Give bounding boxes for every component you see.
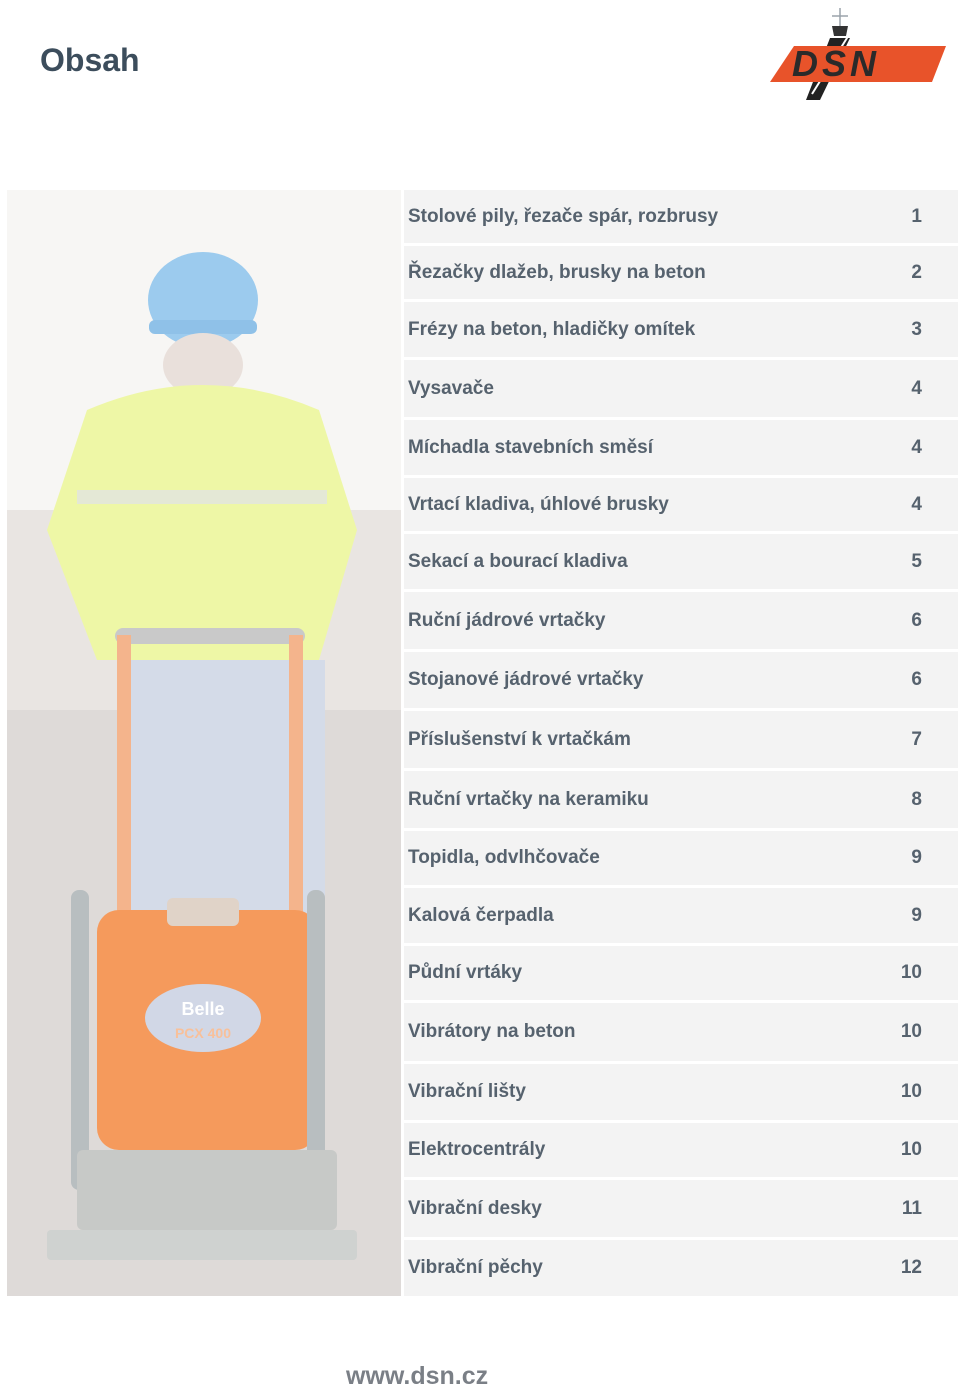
toc-entry[interactable]	[404, 711, 958, 771]
toc-entry-label: Řezačky dlažeb, brusky na beton	[408, 261, 706, 283]
toc-entry-label: Míchadla stavebních směsí	[408, 436, 653, 458]
toc-entry-page: 3	[911, 318, 922, 340]
machine-badge: Belle	[181, 999, 225, 1019]
toc-entry-page: 4	[911, 377, 922, 399]
toc-entry[interactable]	[404, 652, 958, 711]
toc-entry-page: 9	[911, 904, 922, 926]
toc-entry-page: 10	[900, 962, 922, 983]
table-of-contents	[404, 190, 958, 1299]
toc-entry[interactable]	[404, 1180, 958, 1240]
toc-entry-label: Stolové pily, řezače spár, rozbrusy	[408, 205, 719, 227]
toc-entry[interactable]	[404, 1064, 958, 1123]
toc-entry-page: 7	[911, 728, 922, 750]
page-title: Obsah	[40, 42, 140, 78]
toc-entry[interactable]	[404, 946, 958, 1003]
logo-text: DSN	[792, 43, 881, 84]
toc-entry[interactable]	[404, 771, 958, 831]
toc-entry-page: 9	[911, 847, 922, 868]
toc-entry-label: Příslušenství k vrtačkám	[408, 728, 631, 750]
toc-entry[interactable]	[404, 478, 958, 534]
toc-entry-label: Sekací a bourací kladiva	[408, 550, 628, 572]
machine-model: PCX 400	[174, 1025, 232, 1041]
toc-entry-page: 2	[911, 261, 922, 283]
toc-entry-label: Vibrátory na beton	[408, 1021, 576, 1042]
toc-entry-page: 6	[911, 669, 922, 690]
toc-entry-label: Vrtací kladiva, úhlové brusky	[408, 493, 669, 515]
toc-entry[interactable]	[404, 888, 958, 946]
toc-entry-label: Vibrační desky	[408, 1197, 542, 1219]
toc-entry-page: 4	[911, 493, 922, 515]
toc-entry-label: Vibrační pěchy	[408, 1257, 543, 1278]
toc-entry[interactable]	[404, 534, 958, 592]
toc-entry-page: 1	[911, 205, 922, 227]
toc-entry-label: Topidla, odvlhčovače	[408, 847, 600, 868]
toc-entry-page: 4	[911, 436, 922, 458]
toc-entry[interactable]	[404, 302, 958, 360]
toc-entry-label: Elektrocentrály	[408, 1139, 546, 1160]
toc-entry-page: 10	[900, 1021, 922, 1042]
toc-entry[interactable]	[404, 831, 958, 888]
toc-entry-label: Ruční vrtačky na keramiku	[408, 788, 649, 810]
toc-entry-page: 5	[911, 550, 922, 572]
toc-entry-page: 10	[900, 1081, 922, 1102]
hero-photo	[7, 190, 401, 1296]
toc-entry[interactable]	[404, 246, 958, 302]
toc-entry[interactable]	[404, 190, 958, 246]
toc-entry-label: Frézy na beton, hladičky omítek	[408, 318, 696, 340]
toc-entry[interactable]	[404, 592, 958, 652]
toc-entry[interactable]	[404, 1003, 958, 1064]
toc-entry-page: 11	[901, 1197, 922, 1219]
toc-entry-label: Vysavače	[408, 377, 494, 399]
toc-entry-page: 6	[911, 609, 922, 631]
dsn-logo	[762, 2, 952, 106]
footer-url[interactable]: www.dsn.cz	[346, 1362, 489, 1390]
toc-entry-label: Ruční jádrové vrtačky	[408, 609, 606, 631]
toc-entry-label: Kalová čerpadla	[408, 904, 554, 926]
toc-entry-label: Stojanové jádrové vrtačky	[408, 669, 644, 690]
toc-entry[interactable]	[404, 1123, 958, 1180]
toc-entry-page: 10	[900, 1139, 922, 1160]
toc-entry-page: 12	[900, 1257, 922, 1278]
toc-entry[interactable]	[404, 420, 958, 478]
toc-entry[interactable]	[404, 360, 958, 420]
toc-entry-label: Půdní vrtáky	[408, 962, 523, 983]
toc-entry[interactable]	[404, 1240, 958, 1299]
toc-entry-label: Vibrační lišty	[408, 1081, 526, 1102]
toc-entry-page: 8	[911, 788, 922, 810]
